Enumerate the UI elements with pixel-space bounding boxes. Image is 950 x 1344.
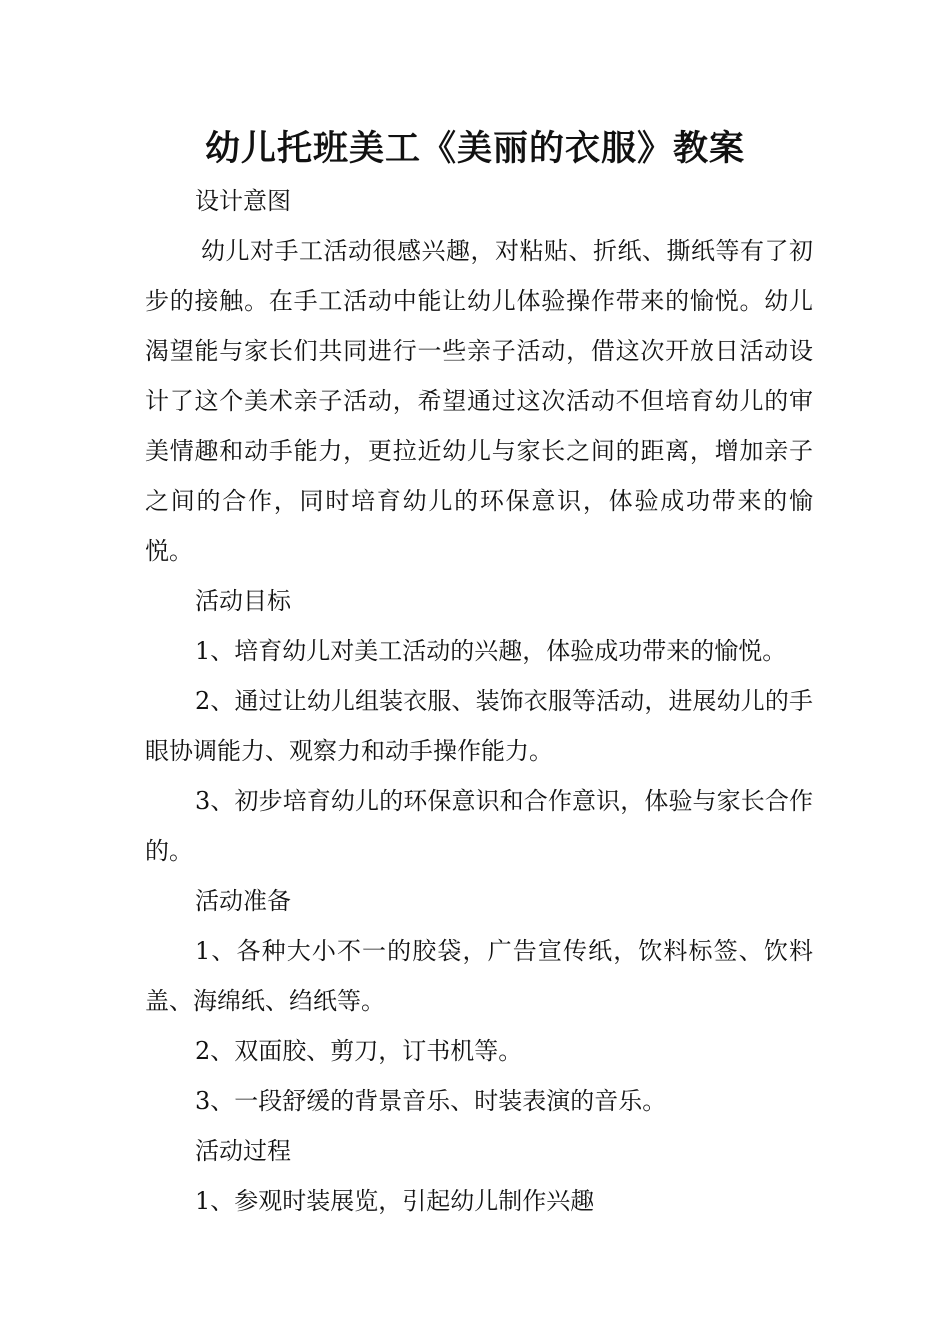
- list-item: 1、参观时装展览，引起幼儿制作兴趣: [195, 1187, 595, 1215]
- list-item: 2、通过让幼儿组装衣服、装饰衣服等活动，进展幼儿的手眼协调能力、观察力和动手操作能力。: [145, 687, 813, 765]
- document-title: 幼儿托班美工《美丽的衣服》教案: [204, 128, 745, 169]
- list-item: 1、各种大小不一的胶袋，广告宣传纸，饮料标签、饮料盖、海绵纸、绉纸等。: [145, 937, 813, 1015]
- list-item: 1、培育幼儿对美工活动的兴趣，体验成功带来的愉悦。: [195, 637, 787, 665]
- section-heading: 活动过程: [195, 1137, 291, 1165]
- section-heading: 设计意图: [195, 187, 291, 215]
- section-activity-goals: [145, 576, 813, 876]
- list-item: 3、一段舒缓的背景音乐、时装表演的音乐。: [195, 1087, 667, 1115]
- body-paragraph: 幼儿对手工活动很感兴趣，对粘贴、折纸、撕纸等有了初步的接触。在手工活动中能让幼儿体验操作带来的愉悦。幼儿渴望能与家长们共同进行一些亲子活动，借这次开放日活动设计了这个美术亲子活动，希望通过这次活动不但培育幼儿的审美情趣和动手能力，更拉近幼儿与家长之间的距离，增加亲子之间的合作，同时培育幼儿的环保意识，体验成功带来的愉悦。: [145, 237, 813, 565]
- document-body: [145, 176, 813, 1226]
- section-heading: 活动目标: [195, 587, 291, 615]
- section-heading: 活动准备: [195, 887, 291, 915]
- section-design-intent: [145, 176, 813, 576]
- section-activity-process: [145, 1126, 813, 1226]
- section-activity-preparation: [145, 876, 813, 1126]
- list-item: 2、双面胶、剪刀，订书机等。: [195, 1037, 523, 1065]
- list-item: 3、初步培育幼儿的环保意识和合作意识，体验与家长合作的。: [145, 787, 813, 865]
